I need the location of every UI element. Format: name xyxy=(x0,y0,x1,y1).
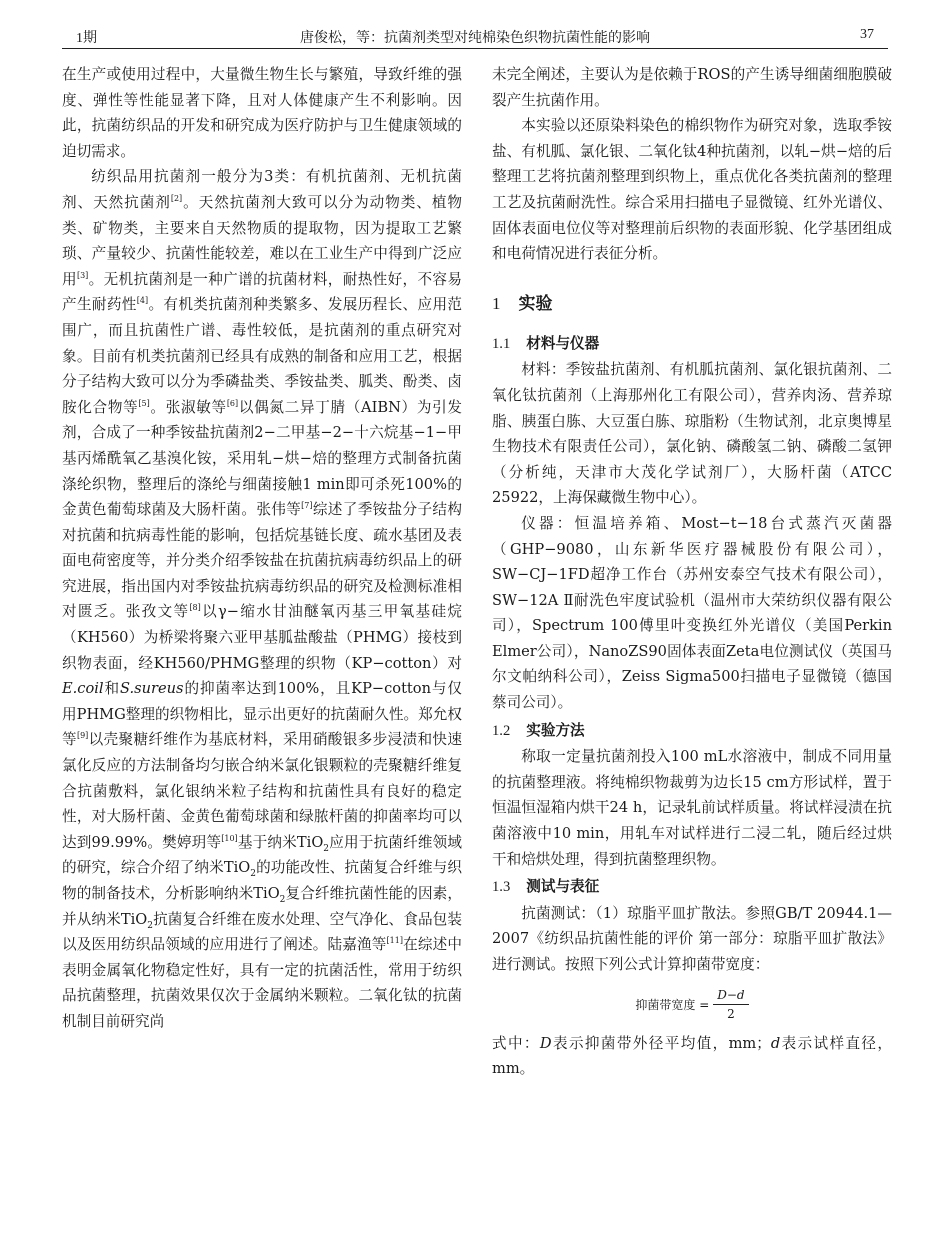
species-name: S.sureus xyxy=(120,680,184,698)
formula-fraction xyxy=(713,988,748,1021)
issue-number: 1期 xyxy=(76,31,97,46)
citation-ref: [4] xyxy=(136,296,149,306)
citation-ref: [9] xyxy=(76,731,89,741)
right-column xyxy=(492,62,892,1082)
formula-denominator: 2 xyxy=(727,1006,735,1021)
paragraph-antibacterial-agents: 纺织品用抗菌剂一般分为3类：有机抗菌剂、无机抗菌剂、天然抗菌剂[2]。天然抗菌剂大致可以分为动物类、植物类、矿物类，主要来自天然物质的提取物，因为提取工艺繁琐、产量较少、抗菌性能较差，难以在工业生产中得到广泛应用[3]。无机抗菌剂是一种广谱的抗菌材料，耐热性好，不容易产生耐药性[4]。有机类抗菌剂种类繁多、发展历程长、应用范围广，而且抗菌性广谱、毒性较低，是抗菌剂的重点研究对象。目前有机类抗菌剂已经具有成熟的制备和应用工艺，根据分子结构大致可以分为季磷盐类、季铵盐类、胍类、酚类、卤胺化合物等[5]。张淑敏等[6]以偶氮二异丁腈（AIBN）为引发剂，合成了一种季铵盐抗菌剂2−二甲基−2−十六烷基−1−甲基丙烯酰氧乙基溴化铵，采用轧−烘−焙的整理方式制备抗菌涤纶织物，整理后的涤纶与细菌接触1 min即可杀死100%的金黄色葡萄球菌及大肠杆菌。张伟等[7]综述了季铵盐分子结构对抗菌和抗病毒性能的影响，包括烷基链长度、疏水基团及表面电荷密度等，并分类介绍季铵盐在抗菌抗病毒纺织品上的研究进展，指出国内对季铵盐抗病毒纺织品的研究及检测标准相对匮乏。张孜文等[8]以γ−缩水甘油醚氧丙基三甲氧基硅烷（KH560）为桥梁将聚六亚甲基胍盐酸盐（PHMG）接枝到织物表面，经KH560/PHMG整理的织物（KP−cotton）对E.coil和S.sureus的抑菌率达到100%，且KP−cotton与仅用PHMG整理的织物相比，显示出更好的抗菌耐久性。郑允权等[9]以壳聚糖纤维作为基底材料，采用硝酸银多步浸渍和快速氯化反应的方法制备均匀嵌合纳米氯化银颗粒的壳聚糖纤维复合抗菌敷料，氯化银纳米粒子结构和抗菌性具有良好的稳定性，对大肠杆菌、金黄色葡萄球菌和绿脓杆菌的抑菌率均可以达到99.99%。樊婷玥等[10]基于纳米TiO$_2$应用于抗菌纤维领域的研究，综合介绍了纳米TiO$_2$的功能改性、抗菌复合纤维与织物的制备技术，分析影响纳米TiO$_2$复合纤维抗菌性能的因素，并从纳米TiO$_2$抗菌复合纤维在废水处理、空气净化、食品包装以及医用纺织品领域的应用进行了阐述。陆嘉渔等[11]在综述中表明金属氧化物稳定性好，具有一定的抗菌活性，常用于纺织品抗菌整理，抗菌效果仅次于金属纳米颗粒。二氧化钛的抗菌机制目前研究尚 xyxy=(62,168,462,1030)
page-number: 37 xyxy=(860,27,874,42)
formula-inhibition-zone xyxy=(492,988,892,1021)
citation-ref: [11] xyxy=(386,936,403,946)
formula-numerator: D−d xyxy=(713,988,748,1005)
paragraph-instruments: 仪器：恒温培养箱、Most−t−18台式蒸汽灭菌器（GHP−9080，山东新华医疗器械股份有限公司），SW−CJ−1FD超净工作台（苏州安泰空气技术有限公司），SW−12A Ⅱ耐洗色牢度试验机（温州市大荣纺织仪器有限公司），Spectrum 100傅里叶变换红外光谱仪（美国Perkin Elmer公司），NanoZS90固体表面Zeta电位测试仪（英国马尔文帕纳科公司），Zeiss Sigma500扫描电子显微镜（德国蔡司公司）。 xyxy=(492,514,892,712)
citation-ref: [2] xyxy=(170,194,183,204)
citation-ref: [3] xyxy=(76,270,89,280)
citation-ref: [10] xyxy=(221,833,238,843)
paragraph-formula-definitions: 式中：D表示抑菌带外径平均值，mm；d表示试样直径，mm。 xyxy=(492,1034,892,1078)
paragraph-intro-continued: 在生产或使用过程中，大量微生物生长与繁殖，导致纤维的强度、弹性等性能显著下降，且对人体健康产生不利影响。因此，抗菌纺织品的开发和研究成为医疗防护与卫生健康领域的迫切需求。 xyxy=(62,66,462,160)
paragraph-method: 称取一定量抗菌剂投入100 mL水溶液中，制成不同用量的抗菌整理液。将纯棉织物裁剪为边长15 cm方形试样，置于恒温恒湿箱内烘干24 h，记录轧前试样质量。将试样浸渍在抗菌溶液中10 min，用轧车对试样进行二浸二轧，随后经过烘干和焙烘处理，得到抗菌整理织物。 xyxy=(492,748,892,868)
citation-ref: [8] xyxy=(189,603,201,613)
formula-lhs: 抑菌带宽度 = xyxy=(635,997,710,1012)
paragraph-materials: 材料：季铵盐抗菌剂、有机胍抗菌剂、氯化银抗菌剂、二氧化钛抗菌剂（上海那州化工有限公司），营养肉汤、营养琼脂、胰蛋白胨、大豆蛋白胨、琼脂粉（生物试剂，北京奥博星生物技术有限责任公司），氯化钠、磷酸氢二钠、磷酸二氢钾（分析纯，天津市大茂化学试剂厂），大肠杆菌（ATCC 25922，上海保藏微生物中心）。 xyxy=(492,361,892,507)
paragraph-tio2-continued: 未完全阐述，主要认为是依赖于ROS的产生诱导细菌细胞膜破裂产生抗菌作用。 xyxy=(492,66,892,109)
running-header xyxy=(62,22,888,49)
running-title: 唐俊松，等：抗菌剂类型对纯棉染色织物抗菌性能的影响 xyxy=(300,31,650,46)
paragraph-antibacterial-test: 抗菌测试：（1）琼脂平皿扩散法。参照GB/T 20944.1—2007《纺织品抗菌性能的评价 第一部分：琼脂平皿扩散法》进行测试。按照下列公式计算抑菌带宽度： xyxy=(492,904,892,973)
citation-ref: [5] xyxy=(138,398,150,408)
subsection-heading-testing: 1.3 测试与表征 xyxy=(492,878,600,896)
subsection-heading-method: 1.2 实验方法 xyxy=(492,721,585,739)
paragraph-study-aim: 本实验以还原染料染色的棉织物作为研究对象，选取季铵盐、有机胍、氯化银、二氧化钛4种抗菌剂，以轧−烘−焙的后整理工艺将抗菌剂整理到织物上，重点优化各类抗菌剂的整理工艺及抗菌耐洗性。综合采用扫描电子显微镜、红外光谱仪、固体表面电位仪等对整理前后织物的表面形貌、化学基团组成和电荷情况进行表征分析。 xyxy=(492,117,892,263)
left-column xyxy=(62,62,462,1035)
subsection-heading-materials: 1.1 材料与仪器 xyxy=(492,334,600,352)
species-name: E.coil xyxy=(62,680,104,698)
section-heading-experiment: 1 实验 xyxy=(492,293,553,314)
citation-ref: [6] xyxy=(226,398,239,408)
citation-ref: [7] xyxy=(301,501,313,511)
